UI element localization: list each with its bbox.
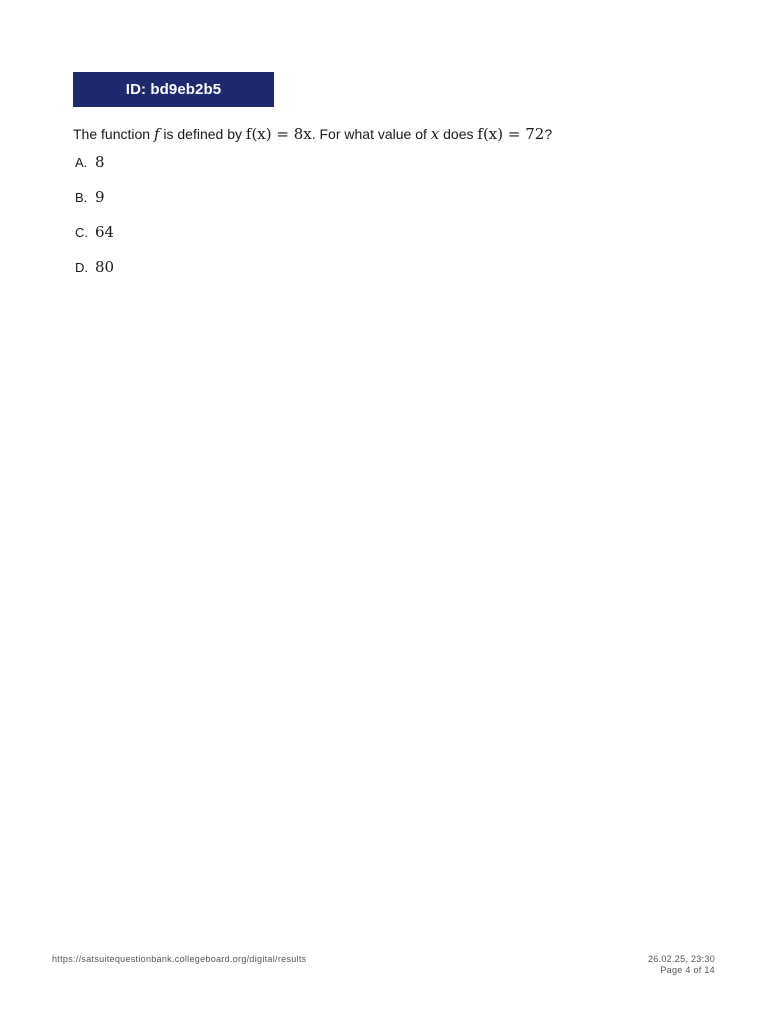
question-text-part: The function	[73, 126, 154, 142]
question-text-part: ?	[544, 126, 553, 142]
choice-letter: B.	[75, 190, 88, 205]
choice-value: 80	[95, 258, 115, 276]
math-expression: x	[430, 125, 440, 143]
math-expression: f(x) = 8x	[245, 125, 312, 143]
question-id-label: ID: bd9eb2b5	[125, 81, 222, 98]
footer-datetime: 26.02.25, 23:30	[647, 954, 715, 964]
question-id-banner	[73, 72, 274, 107]
choice-value: 9	[95, 188, 105, 206]
footer-meta	[648, 954, 715, 976]
choice-letter: C.	[75, 225, 88, 240]
choice-value: 64	[95, 223, 115, 241]
question-text-part: . For what value of	[311, 126, 431, 142]
choice-letter: D.	[75, 260, 88, 275]
answer-choices	[75, 153, 114, 293]
question-text	[73, 124, 713, 144]
footer-url: https://satsuitequestionbank.collegeboard.org/digital/results	[52, 954, 307, 964]
math-expression: f	[153, 125, 160, 143]
question-text-part: does	[439, 126, 478, 142]
answer-choice-a	[75, 153, 114, 188]
footer-page-number: Page 4 of 14	[660, 965, 715, 975]
answer-choice-b	[75, 188, 114, 223]
math-expression: f(x) = 72	[477, 125, 545, 143]
question-text-part: is defined by	[159, 126, 246, 142]
answer-choice-d	[75, 258, 114, 293]
choice-value: 8	[95, 153, 105, 171]
choice-letter: A.	[75, 155, 88, 170]
answer-choice-c	[75, 223, 114, 258]
